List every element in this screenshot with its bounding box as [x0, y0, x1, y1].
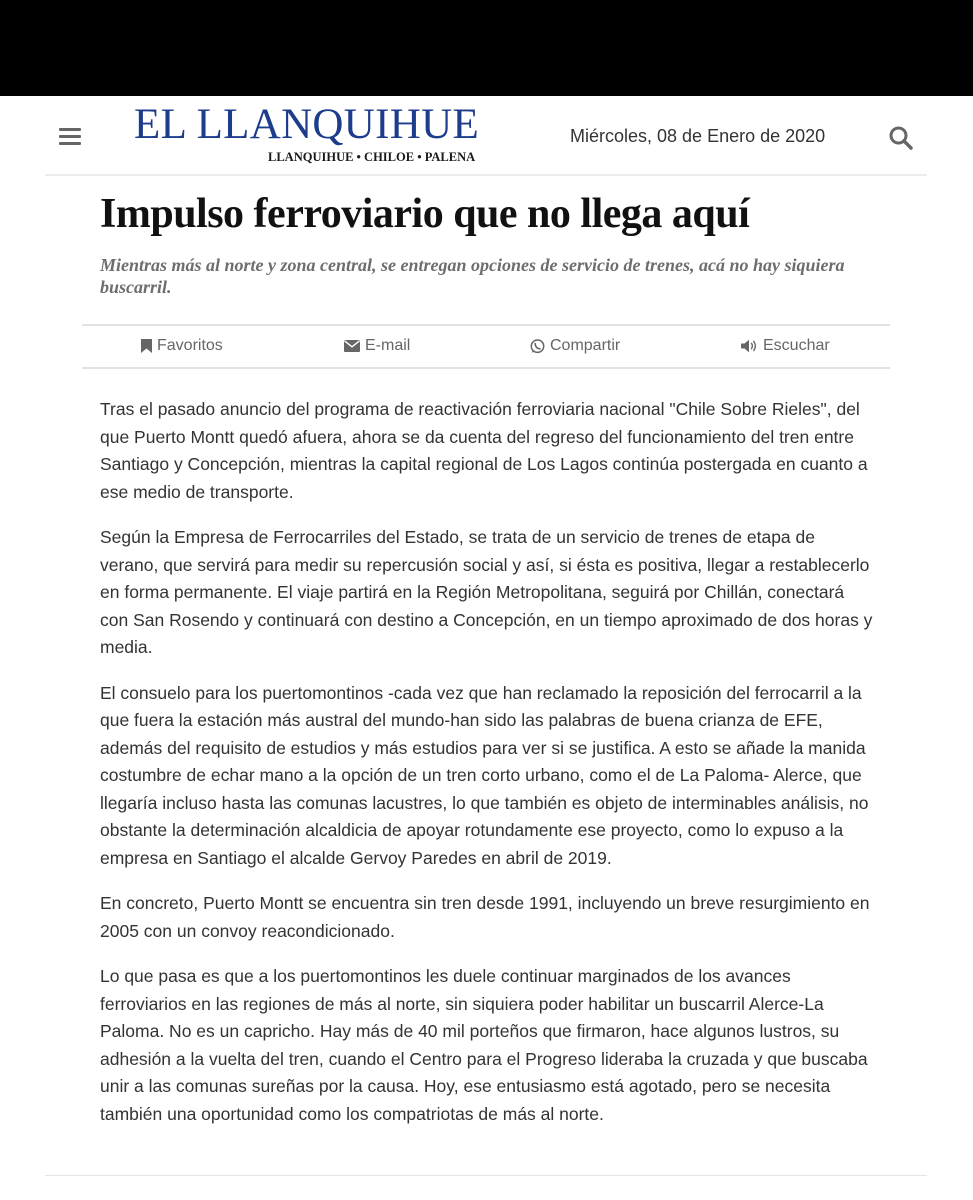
whatsapp-icon	[530, 339, 545, 354]
favorites-label: Favoritos	[157, 337, 223, 354]
email-label: E-mail	[365, 337, 411, 354]
article-title: Impulso ferroviario que no llega aquí	[100, 191, 750, 237]
article-paragraph: Tras el pasado anuncio del programa de reactivación ferroviaria nacional "Chile Sobre Rieles", del que Puerto Montt quedó afuera, ahora se da cuenta del regreso del funcionamiento del tren entre Santiago y Concepción, mientras la capital regional de Los Lagos continúa postergada en cuanto a ese medio de transporte.	[100, 399, 868, 502]
favorites-button[interactable]	[141, 337, 223, 355]
bookmark-icon	[141, 339, 152, 353]
article-paragraph: Según la Empresa de Ferrocarriles del Estado, se trata de un servicio de trenes de etapa de verano, que servirá para medir su repercusión social y así, si ésta es positiva, llegar a restablecerlo en forma permanente. El viaje partirá en la Región Metropolitana, seguirá por Chillán, conectará con San Rosendo y continuará con destino a Concepción, en un tiempo aproximado de dos horas y media.	[100, 527, 873, 657]
status-bar	[0, 0, 973, 96]
listen-button[interactable]	[741, 337, 830, 355]
header-date: Miércoles, 08 de Enero de 2020	[570, 126, 826, 146]
article-subtitle: Mientras más al norte y zona central, se entregan opciones de servicio de trenes, acá no hay siquiera buscarril.	[100, 255, 845, 297]
listen-label: Escuchar	[763, 337, 830, 354]
site-header	[45, 96, 927, 176]
article-paragraph: Lo que pasa es que a los puertomontinos les duele continuar marginados de los avances ferroviarios en las regiones de más al norte, sin siquiera poder habilitar un buscarril Alerce-La Paloma. No es un capricho. Hay más de 40 mil porteños que firmaron, hace algunos lustros, su adhesión a la vuelta del tren, cuando el Centro para el Progreso lideraba la cruzada y que buscaba unir a las comunas sureñas por la causa. Hoy, ese entusiasmo está agotado, pero se necesita también una oportunidad como los compatriotas de más al norte.	[100, 966, 868, 1124]
divider	[45, 1175, 927, 1176]
logo-title[interactable]: EL LLANQUIHUE	[134, 101, 480, 148]
article-body	[100, 396, 875, 1146]
email-button[interactable]	[344, 337, 410, 355]
speaker-icon	[741, 339, 758, 353]
logo-subtitle: LLANQUIHUE • CHILOE • PALENA	[268, 150, 476, 164]
search-icon[interactable]	[888, 125, 914, 151]
article-paragraph: El consuelo para los puertomontinos -cada vez que han reclamado la reposición del ferrocarril a la que fuera la estación más austral del mundo-han sido las palabras de buena crianza de EFE, además del requisito de estudios y más estudios para ver si se justifica. A esto se añade la manida costumbre de echar mano a la opción de un tren corto urbano, como el de La Paloma- Alerce, que llegaría incluso hasta las comunas lacustres, lo que también es objeto de interminables análisis, no obstante la determinación alcaldicia de apoyar rotundamente ese proyecto, como lo expuso a la empresa en Santiago el alcalde Gervoy Paredes en abril de 2019.	[100, 682, 869, 868]
envelope-icon	[344, 340, 360, 352]
share-button[interactable]	[530, 337, 620, 355]
menu-icon[interactable]	[59, 128, 81, 146]
share-bar	[82, 324, 890, 369]
share-label: Compartir	[550, 337, 621, 354]
article-paragraph: En concreto, Puerto Montt se encuentra sin tren desde 1991, incluyendo un breve resurgimiento en 2005 con un convoy reacondicionado.	[100, 893, 870, 941]
